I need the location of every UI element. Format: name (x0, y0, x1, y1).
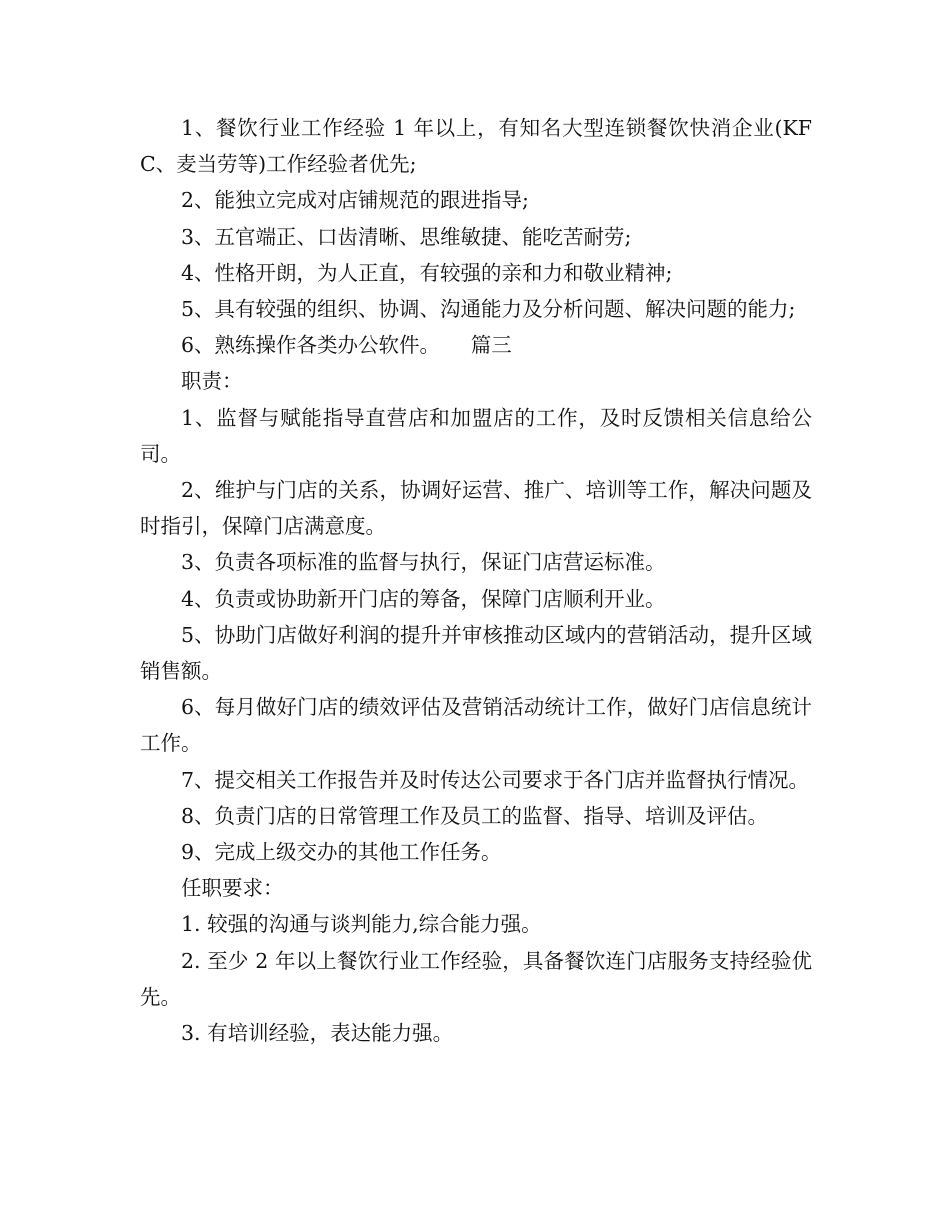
paragraph-duty-6: 6、每月做好门店的绩效评估及营销活动统计工作，做好门店信息统计工作。 (140, 695, 812, 756)
paragraph-qual-3: 3. 有培训经验，表达能力强。 (181, 1021, 454, 1046)
paragraph-duty-1: 1、监督与赋能指导直营店和加盟店的工作，及时反馈相关信息给公司。 (140, 405, 812, 466)
section-heading-requirements: 任职要求： (181, 876, 284, 901)
paragraph-req-3: 3、五官端正、口齿清晰、思维敏捷、能吃苦耐劳; (181, 224, 632, 249)
paragraph-duty-2: 2、维护与门店的关系，协调好运营、推广、培训等工作，解决问题及时指引，保障门店满意度。 (140, 478, 812, 539)
paragraph-req-1: 1、餐饮行业工作经验 1 年以上，有知名大型连锁餐饮快消企业(KFC、麦当劳等)工作经验者优先; (140, 116, 812, 177)
document-body (140, 110, 812, 1051)
paragraph-duty-4: 4、负责或协助新开门店的筹备，保障门店顺利开业。 (181, 586, 666, 611)
paragraph-duty-3: 3、负责各项标准的监督与执行，保证门店营运标准。 (181, 550, 666, 575)
paragraph-duty-8: 8、负责门店的日常管理工作及员工的监督、指导、培训及评估。 (181, 803, 769, 828)
paragraph-req-2: 2、能独立完成对店铺规范的跟进指导; (181, 188, 529, 213)
paragraph-req-6: 6、熟练操作各类办公软件。 篇三 (181, 333, 512, 358)
paragraph-qual-2: 2. 至少 2 年以上餐饮行业工作经验，具备餐饮连门店服务支持经验优先。 (140, 948, 812, 1009)
section-heading-duties: 职责： (181, 369, 243, 394)
paragraph-duty-9: 9、完成上级交办的其他工作任务。 (181, 840, 502, 865)
paragraph-qual-1: 1. 较强的沟通与谈判能力,综合能力强。 (181, 912, 542, 937)
paragraph-duty-5: 5、协助门店做好利润的提升并审核推动区域内的营销活动，提升区域销售额。 (140, 622, 812, 684)
paragraph-req-4: 4、性格开朗，为人正直，有较强的亲和力和敬业精神; (181, 260, 673, 285)
paragraph-req-5: 5、具有较强的组织、协调、沟通能力及分析问题、解决问题的能力; (181, 297, 796, 322)
paragraph-duty-7: 7、提交相关工作报告并及时传达公司要求于各门店并监督执行情况。 (181, 767, 810, 792)
